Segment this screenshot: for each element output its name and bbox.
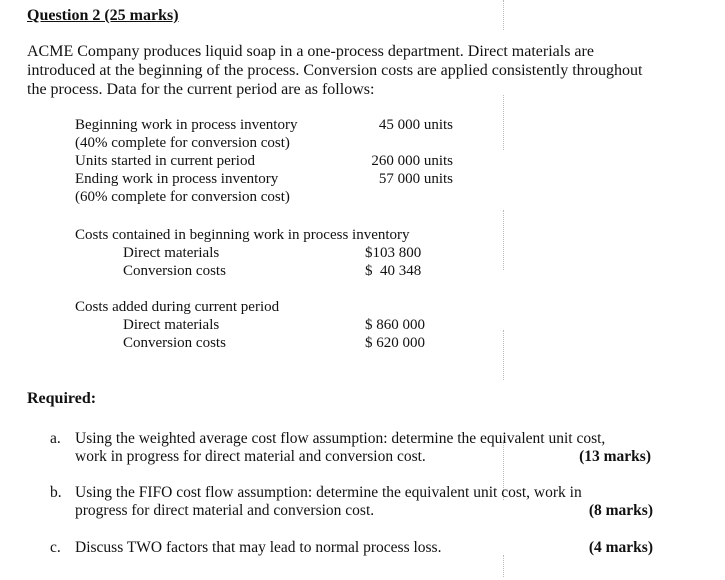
cost-value: $ 40 348 [365,263,422,279]
units-label: Units started in current period [75,153,255,169]
cost-label: Direct materials [123,245,220,261]
units-label: Ending work in process inventory [75,171,279,187]
intro-line: ACME Company produces liquid soap in a one-process department. Direct materials are [27,43,594,60]
item-text: Using the FIFO cost flow assumption: determine the equivalent unit cost, work in [75,484,582,501]
units-label: (60% complete for conversion cost) [75,189,290,205]
scan-artifact-line [503,555,505,577]
units-label: (40% complete for conversion cost) [75,135,290,151]
item-marks: (8 marks) [588,502,653,519]
beginning-costs-heading: Costs contained in beginning work in process inventory [75,227,410,243]
item-text: Discuss TWO factors that may lead to normal process loss. [75,539,442,556]
units-value: 57 000 units [378,171,453,187]
item-marks: (13 marks) [579,448,651,465]
cost-label: Conversion costs [123,263,226,279]
intro-paragraph [27,42,667,99]
scan-artifact-line [503,95,505,150]
scan-artifact-line [503,0,505,30]
cost-value: $ 620 000 [365,335,425,351]
item-text: Using the weighted average cost flow assumption: determine the equivalent unit cost, [75,430,606,447]
cost-value: $103 800 [365,245,422,261]
item-letter: c. [50,539,61,556]
item-text: work in progress for direct material and conversion cost. [75,448,426,465]
cost-label: Conversion costs [123,335,226,351]
cost-label: Direct materials [123,317,220,333]
intro-line: the process. Data for the current period are as follows: [27,81,375,98]
units-value: 45 000 units [378,117,453,133]
question-title: Question 2 (25 marks) [27,7,179,24]
intro-line: introduced at the beginning of the process. Conversion costs are applied consistently throughout [27,62,643,79]
item-letter: a. [50,430,61,447]
units-value: 260 000 units [371,153,453,169]
scan-artifact-line [503,330,505,380]
required-heading: Required: [27,390,97,407]
units-label: Beginning work in process inventory [75,117,298,133]
item-marks: (4 marks) [588,539,653,556]
item-letter: b. [50,484,62,501]
scan-artifact-line [503,210,505,270]
item-text: progress for direct material and conversion cost. [75,502,375,519]
added-costs-heading: Costs added during current period [75,299,280,315]
cost-value: $ 860 000 [365,317,425,333]
